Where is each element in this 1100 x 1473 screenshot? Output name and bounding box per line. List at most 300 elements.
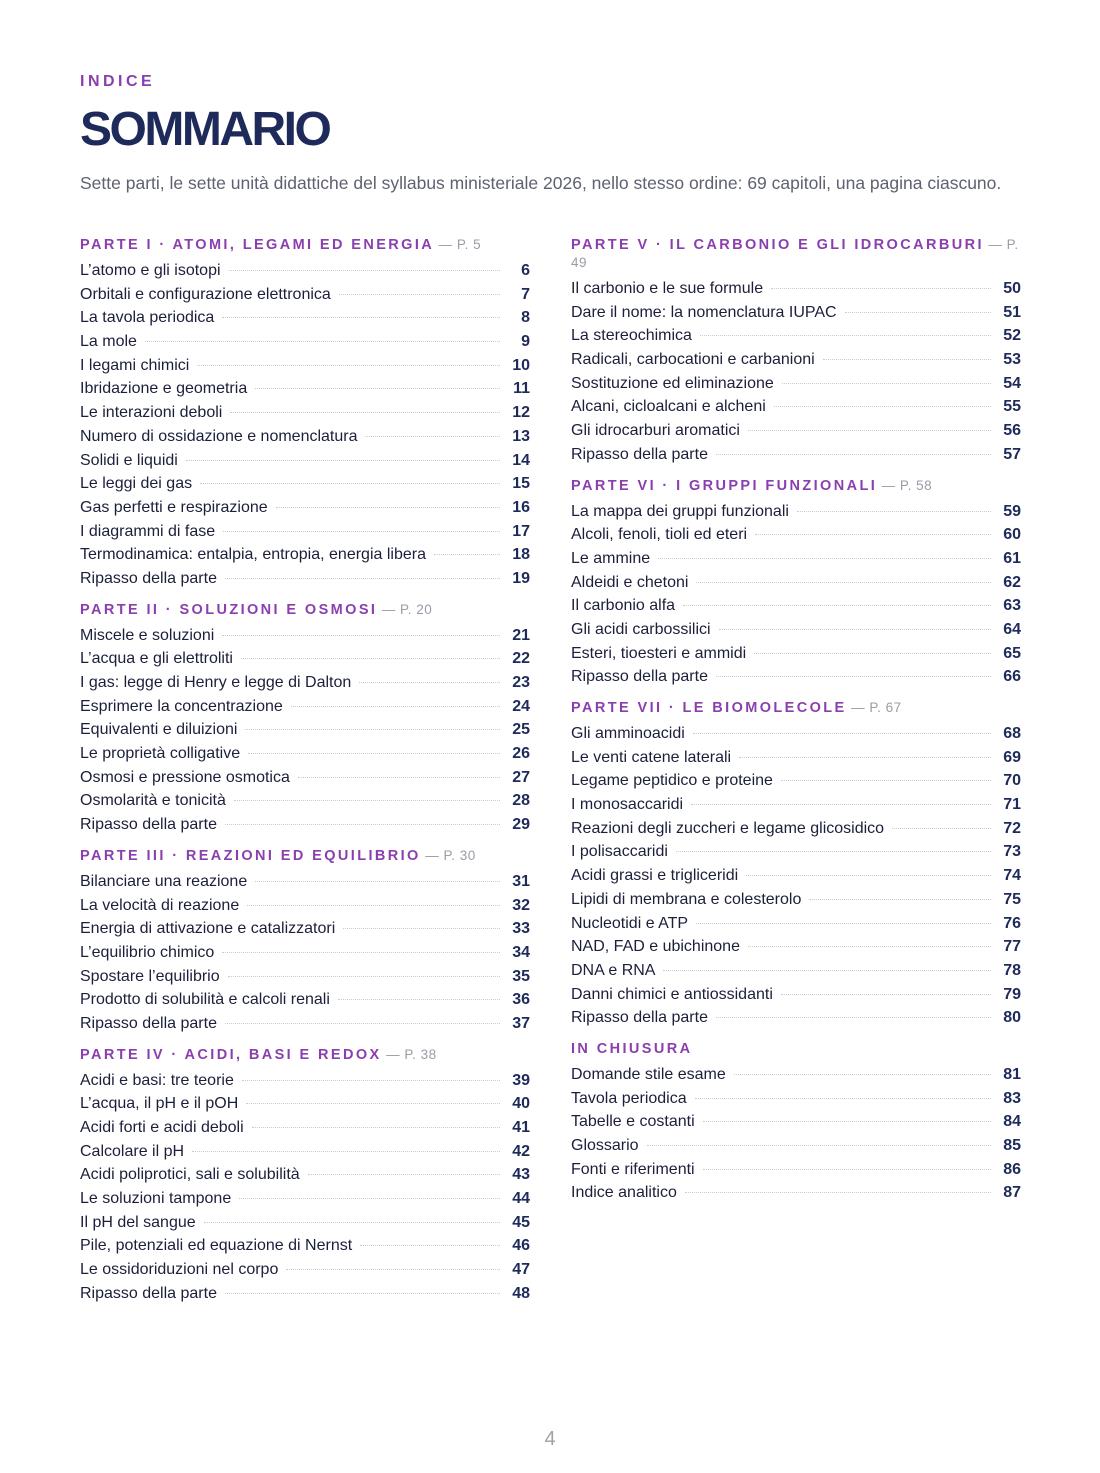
entry-page-number: 28 [512,792,530,810]
toc-entry[interactable] [571,443,1021,467]
dot-leader [746,875,991,876]
toc-entry[interactable] [571,983,1021,1007]
dot-leader [719,629,991,630]
entry-title: Bilanciare una reazione [80,872,248,890]
entry-title: Acidi grassi e trigliceridi [571,867,739,885]
entry-title: I polisaccaridi [571,843,668,861]
dot-leader [703,1121,991,1122]
dot-leader [225,578,500,579]
entry-title: Acidi e basi: tre teorie [80,1071,234,1089]
dot-leader [845,312,991,313]
entry-title: La stereochimica [571,327,692,345]
toc-entry[interactable] [80,330,530,354]
toc-entry[interactable] [571,912,1021,936]
entry-page-number: 43 [512,1166,530,1184]
entry-page-number: 45 [512,1213,530,1231]
page-title: SOMMARIO [80,103,330,156]
entry-page-number: 78 [1003,961,1021,979]
entry-page-number: 60 [1003,526,1021,544]
dot-leader [782,383,991,384]
entry-page-number: 84 [1003,1113,1021,1131]
entry-title: L’acqua e gli elettroliti [80,650,233,668]
part-start-page: — P. 38 [386,1046,437,1062]
dot-leader [245,729,500,730]
dot-leader [434,554,500,555]
toc-entry[interactable] [571,594,1021,618]
dot-leader [700,335,991,336]
entry-title: Esprimere la concentrazione [80,697,283,715]
dot-leader [225,1293,500,1294]
entry-page-number: 39 [512,1071,530,1089]
entry-title: Le leggi dei gas [80,475,193,493]
toc-entry[interactable] [571,571,1021,595]
toc-part [571,477,1021,690]
dot-leader [248,753,500,754]
entry-list [80,1069,530,1306]
entry-page-number: 40 [512,1095,530,1113]
entry-title: La tavola periodica [80,309,215,327]
toc-entry[interactable] [80,259,530,283]
toc-part [571,1040,1021,1205]
toc-entry[interactable] [80,1258,530,1282]
entry-page-number: 12 [512,404,530,422]
entry-title: Acidi poliprotici, sali e solubilità [80,1166,300,1184]
dot-leader [809,899,991,900]
toc-entry[interactable] [571,618,1021,642]
dot-leader [308,1174,500,1175]
part-start-page: — P. 20 [381,601,433,617]
dot-leader [234,800,500,801]
entry-page-number: 13 [512,427,530,445]
dot-leader [298,777,500,778]
entry-title: Le soluzioni tampone [80,1190,232,1208]
entry-title: Termodinamica: entalpia, entropia, energia libera [80,546,426,564]
entry-page-number: 66 [1003,668,1021,686]
toc-entry[interactable] [80,988,530,1012]
toc-entry[interactable] [80,1234,530,1258]
toc-part [80,236,530,591]
dot-leader [365,436,500,437]
entry-page-number: 87 [1003,1184,1021,1202]
entry-page-number: 32 [512,896,530,914]
entry-title: Solidi e liquidi [80,451,178,469]
entry-title: Orbitali e configurazione elettronica [80,285,331,303]
dot-leader [197,365,500,366]
entry-title: Le proprietà colligative [80,745,241,763]
toc-entry[interactable] [571,746,1021,770]
toc-entry[interactable] [571,817,1021,841]
toc-entry[interactable] [80,965,530,989]
part-heading [571,477,1021,495]
entry-page-number: 53 [1003,351,1021,369]
toc-entry[interactable] [80,789,530,813]
entry-list [571,500,1021,690]
toc-entry[interactable] [571,1087,1021,1111]
toc-entry[interactable] [571,1110,1021,1134]
toc-entry[interactable] [80,377,530,401]
entry-page-number: 48 [512,1284,530,1302]
toc-entry[interactable] [80,766,530,790]
entry-page-number: 37 [512,1014,530,1032]
entry-title: La mappa dei gruppi funzionali [571,502,789,520]
toc-entry[interactable] [80,1116,530,1140]
entry-page-number: 34 [512,943,530,961]
entry-page-number: 55 [1003,398,1021,416]
dot-leader [255,388,500,389]
toc-entry[interactable] [80,1163,530,1187]
toc-entry[interactable] [80,1282,530,1306]
entry-page-number: 52 [1003,327,1021,345]
entry-title: Esteri, tioesteri e ammidi [571,644,747,662]
entry-page-number: 54 [1003,374,1021,392]
entry-title: Indice analitico [571,1184,677,1202]
part-start-page: — P. 30 [425,847,476,863]
part-title: PARTE VII · LE BIOMOLECOLE [571,700,847,716]
toc-entry[interactable] [80,496,530,520]
dot-leader [222,952,500,953]
entry-title: Ripasso della parte [80,1014,217,1032]
part-heading [571,699,1021,717]
dot-leader [748,946,991,947]
entry-page-number: 26 [512,745,530,763]
entry-page-number: 10 [512,356,530,374]
toc-entry[interactable] [571,793,1021,817]
toc-entry[interactable] [571,324,1021,348]
toc-entry[interactable] [571,665,1021,689]
entry-title: Osmosi e pressione osmotica [80,768,290,786]
part-title: PARTE III · REAZIONI ED EQUILIBRIO [80,847,421,864]
toc-entry[interactable] [80,449,530,473]
dot-leader [685,1192,991,1193]
entry-page-number: 6 [521,262,530,279]
entry-title: Il pH del sangue [80,1213,196,1231]
part-heading [80,236,530,254]
dot-leader [229,270,500,271]
toc-entry[interactable] [571,864,1021,888]
entry-page-number: 14 [512,451,530,469]
toc-entry[interactable] [571,372,1021,396]
entry-title: Numero di ossidazione e nomenclatura [80,427,358,445]
dot-leader [748,430,991,431]
entry-page-number: 19 [512,569,530,587]
entry-page-number: 74 [1003,867,1021,885]
entry-title: Radicali, carbocationi e carbanioni [571,351,815,369]
entry-title: Le interazioni deboli [80,404,223,422]
toc-entry[interactable] [571,523,1021,547]
toc-entry[interactable] [80,1140,530,1164]
part-title: PARTE II · SOLUZIONI E OSMOSI [80,601,378,618]
dot-leader [695,1098,991,1099]
part-start-page: — P. 49 [571,237,1019,270]
dot-leader [755,534,991,535]
entry-list [80,870,530,1036]
toc-entry[interactable] [80,1012,530,1036]
entry-title: Osmolarità e tonicità [80,792,226,810]
entry-page-number: 44 [512,1190,530,1208]
dot-leader [781,780,991,781]
toc-entry[interactable] [80,283,530,307]
toc-entry[interactable] [80,425,530,449]
entry-title: I diagrammi di fase [80,522,216,540]
toc-entry[interactable] [571,840,1021,864]
toc-part [80,847,530,1036]
dot-leader [739,757,991,758]
toc-page [80,72,1025,1302]
toc-entry[interactable] [80,671,530,695]
dot-leader [192,1151,500,1152]
toc-entry[interactable] [571,1134,1021,1158]
entry-page-number: 83 [1003,1089,1021,1107]
entry-page-number: 22 [512,650,530,668]
entry-title: Domande stile esame [571,1065,726,1083]
entry-page-number: 77 [1003,938,1021,956]
toc-entry[interactable] [571,722,1021,746]
toc-entry[interactable] [80,695,530,719]
dot-leader [338,999,500,1000]
dot-leader [222,317,500,318]
entry-title: Pile, potenziali ed equazione di Nernst [80,1237,353,1255]
entry-title: L’equilibrio chimico [80,943,215,961]
part-title: PARTE I · ATOMI, LEGAMI ED ENERGIA [80,237,435,253]
entry-title: Sostituzione ed eliminazione [571,374,774,392]
toc-entry[interactable] [571,1006,1021,1030]
dot-leader [339,294,500,295]
toc-entry[interactable] [80,1069,530,1093]
dot-leader [343,928,500,929]
dot-leader [200,483,500,484]
dot-leader [186,460,500,461]
entry-title: Alcani, cicloalcani e alcheni [571,398,766,416]
entry-page-number: 59 [1003,502,1021,520]
entry-title: Il carbonio e le sue formule [571,280,764,297]
toc-entry[interactable] [80,520,530,544]
toc-entry[interactable] [80,870,530,894]
dot-leader [781,994,991,995]
toc-entry[interactable] [80,647,530,671]
entry-list [80,259,530,591]
part-title: IN CHIUSURA [571,1040,693,1057]
entry-page-number: 50 [1003,280,1021,297]
entry-page-number: 16 [512,498,530,516]
entry-title: Ripasso della parte [80,816,217,834]
dot-leader [892,828,991,829]
dot-leader [771,288,991,289]
dot-leader [252,1127,500,1128]
entry-page-number: 23 [512,674,530,691]
entry-page-number: 71 [1003,796,1021,814]
page-number: 4 [544,1428,556,1450]
toc-entry[interactable] [571,419,1021,443]
entry-page-number: 72 [1003,819,1021,837]
entry-page-number: 80 [1003,1009,1021,1027]
toc-entry[interactable] [80,543,530,567]
entry-title: Ripasso della parte [571,445,708,463]
dot-leader [230,412,500,413]
toc-entry[interactable] [80,1211,530,1235]
entry-title: La velocità di reazione [80,896,240,914]
toc-part [571,699,1021,1030]
dot-leader [255,881,500,882]
part-start-page: — P. 58 [881,477,933,493]
entry-title: Lipidi di membrana e colesterolo [571,890,802,908]
part-heading [80,1046,530,1064]
entry-title: Equivalenti e diluizioni [80,721,238,739]
dot-leader [647,1145,991,1146]
toc-entry[interactable] [80,917,530,941]
entry-title: Dare il nome: la nomenclatura IUPAC [571,303,837,321]
toc-part [80,601,530,837]
entry-title: DNA e RNA [571,961,656,979]
page-subtitle: Sette parti, le sette unità didattiche del syllabus ministeriale 2026, nello stesso ordine: 69 capitoli, una pagina ciascuno. [80,173,1002,193]
entry-page-number: 25 [512,721,530,739]
toc-column-left [80,236,530,1316]
entry-page-number: 56 [1003,422,1021,440]
toc-entry[interactable] [80,472,530,496]
dot-leader [241,658,500,659]
entry-page-number: 57 [1003,445,1021,463]
entry-page-number: 8 [521,309,530,327]
entry-page-number: 41 [512,1119,530,1136]
dot-leader [696,582,991,583]
toc-entry[interactable] [80,306,530,330]
entry-title: Calcolare il pH [80,1142,185,1160]
toc-entry[interactable] [571,547,1021,571]
dot-leader [225,824,500,825]
entry-title: Prodotto di solubilità e calcoli renali [80,991,330,1009]
dot-leader [360,1245,500,1246]
entry-page-number: 31 [512,872,530,890]
part-heading [571,1040,1021,1058]
entry-title: NAD, FAD e ubichinone [571,938,740,956]
toc-column-right [571,236,1021,1215]
toc-entry[interactable] [571,1063,1021,1087]
toc-part [571,236,1021,467]
toc-entry[interactable] [571,500,1021,524]
entry-title: L’acqua, il pH e il pOH [80,1095,239,1113]
entry-title: Danni chimici e antiossidanti [571,985,773,1003]
toc-entry[interactable] [80,567,530,591]
entry-title: Fonti e riferimenti [571,1160,695,1178]
toc-entry[interactable] [80,718,530,742]
toc-entry[interactable] [80,1187,530,1211]
part-heading [80,847,530,865]
toc-entry[interactable] [571,1158,1021,1182]
entry-page-number: 62 [1003,573,1021,591]
entry-list [571,722,1021,1030]
dot-leader [246,1103,500,1104]
entry-title: Tavola periodica [571,1089,687,1107]
toc-entry[interactable] [571,301,1021,325]
toc-entry[interactable] [80,401,530,425]
dot-leader [291,706,500,707]
toc-entry[interactable] [80,624,530,648]
entry-list [571,1063,1021,1205]
toc-entry[interactable] [571,642,1021,666]
dot-leader [242,1080,500,1081]
toc-entry[interactable] [571,959,1021,983]
entry-page-number: 9 [521,333,530,351]
entry-page-number: 63 [1003,597,1021,615]
dot-leader [716,676,991,677]
part-start-page: — P. 5 [438,237,482,252]
toc-entry[interactable] [571,769,1021,793]
entry-title: Acidi forti e acidi deboli [80,1119,244,1136]
entry-title: Il carbonio alfa [571,597,676,615]
entry-page-number: 27 [512,768,530,786]
entry-page-number: 79 [1003,985,1021,1003]
entry-page-number: 11 [513,380,530,398]
entry-title: Nucleotidi e ATP [571,914,689,932]
entry-page-number: 86 [1003,1160,1021,1178]
entry-page-number: 76 [1003,914,1021,932]
entry-page-number: 35 [512,967,530,985]
entry-page-number: 18 [512,546,530,564]
entry-title: Gas perfetti e respirazione [80,498,268,516]
entry-page-number: 68 [1003,725,1021,742]
dot-leader [286,1269,500,1270]
entry-title: Ripasso della parte [571,668,708,686]
entry-page-number: 70 [1003,772,1021,790]
toc-entry[interactable] [80,1092,530,1116]
entry-page-number: 33 [512,920,530,938]
dot-leader [703,1169,991,1170]
entry-title: Alcoli, fenoli, tioli ed eteri [571,526,748,544]
toc-entry[interactable] [80,894,530,918]
entry-page-number: 73 [1003,843,1021,861]
entry-title: Glossario [571,1137,639,1154]
entry-page-number: 17 [512,522,530,540]
toc-entry[interactable] [571,1181,1021,1205]
dot-leader [774,406,991,407]
entry-title: Miscele e soluzioni [80,626,215,644]
toc-entry[interactable] [571,395,1021,419]
entry-title: Le ammine [571,549,651,567]
entry-title: Legame peptidico e proteine [571,772,773,790]
entry-title: Ripasso della parte [80,569,217,587]
entry-title: I gas: legge di Henry e legge di Dalton [80,674,352,691]
entry-page-number: 65 [1003,644,1021,662]
entry-title: Energia di attivazione e catalizzatori [80,920,336,938]
entry-title: Reazioni degli zuccheri e legame glicosidico [571,819,885,837]
entry-title: Ripasso della parte [571,1009,708,1027]
entry-page-number: 64 [1003,620,1021,638]
section-kicker: INDICE [80,73,156,90]
dot-leader [754,653,991,654]
entry-title: Gli idrocarburi aromatici [571,422,740,440]
toc-entry[interactable] [80,742,530,766]
toc-entry[interactable] [80,941,530,965]
entry-title: La mole [80,333,137,351]
part-title: PARTE VI · I GRUPPI FUNZIONALI [571,477,878,494]
dot-leader [223,531,500,532]
dot-leader [359,682,500,683]
part-title: PARTE IV · ACIDI, BASI E REDOX [80,1046,382,1063]
toc-entry[interactable] [571,888,1021,912]
toc-entry[interactable] [80,354,530,378]
dot-leader [204,1222,500,1223]
entry-page-number: 75 [1003,890,1021,908]
entry-page-number: 36 [512,991,530,1009]
entry-title: L’atomo e gli isotopi [80,262,221,279]
toc-entry[interactable] [571,277,1021,301]
entry-page-number: 51 [1003,303,1021,321]
dot-leader [693,733,991,734]
entry-page-number: 85 [1003,1137,1021,1154]
toc-entry[interactable] [571,935,1021,959]
dot-leader [823,359,991,360]
toc-entry[interactable] [571,348,1021,372]
toc-entry[interactable] [80,813,530,837]
